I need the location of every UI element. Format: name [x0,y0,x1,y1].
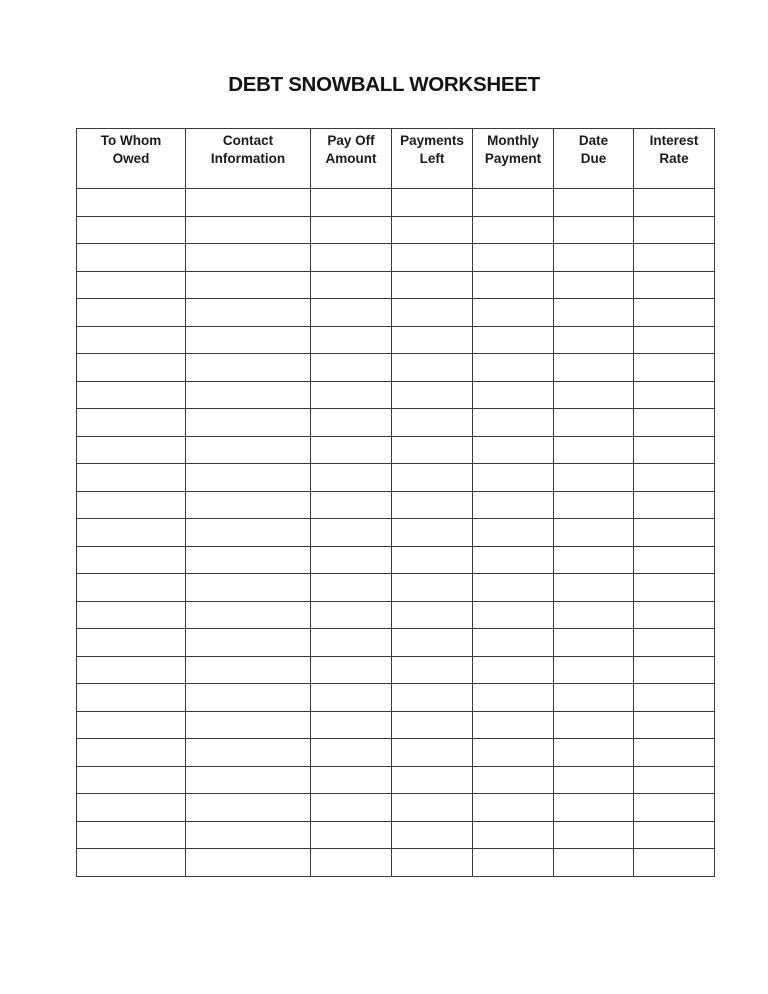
cell-to-whom-owed[interactable] [77,546,186,574]
cell-pay-off-amount[interactable] [311,656,392,684]
cell-to-whom-owed[interactable] [77,794,186,822]
cell-pay-off-amount[interactable] [311,739,392,767]
cell-to-whom-owed[interactable] [77,629,186,657]
column-header-label-line: Left [419,151,445,166]
cell-payments-left[interactable] [392,849,473,877]
column-header-label-line: Due [580,151,607,166]
cell-pay-off-amount[interactable] [311,464,392,492]
cell-to-whom-owed[interactable] [77,574,186,602]
cell-monthly-payment[interactable] [473,629,554,657]
cell-date-due[interactable] [554,546,634,574]
cell-date-due[interactable] [554,849,634,877]
cell-payments-left[interactable] [392,601,473,629]
cell-to-whom-owed[interactable] [77,244,186,272]
cell-contact-information[interactable] [186,656,311,684]
cell-interest-rate[interactable] [634,711,715,739]
cell-interest-rate[interactable] [634,299,715,327]
cell-payments-left[interactable] [392,216,473,244]
cell-payments-left[interactable] [392,821,473,849]
column-header-pay-off-amount [311,129,392,189]
cell-contact-information[interactable] [186,849,311,877]
cell-to-whom-owed[interactable] [77,436,186,464]
cell-contact-information[interactable] [186,794,311,822]
cell-monthly-payment[interactable] [473,491,554,519]
cell-payments-left[interactable] [392,574,473,602]
cell-date-due[interactable] [554,656,634,684]
cell-contact-information[interactable] [186,739,311,767]
cell-contact-information[interactable] [186,684,311,712]
cell-payments-left[interactable] [392,326,473,354]
cell-pay-off-amount[interactable] [311,601,392,629]
cell-interest-rate[interactable] [634,546,715,574]
cell-to-whom-owed[interactable] [77,766,186,794]
table-row [77,656,715,684]
table-row [77,711,715,739]
cell-pay-off-amount[interactable] [311,216,392,244]
cell-monthly-payment[interactable] [473,271,554,299]
column-header-to-whom-owed [77,129,186,189]
column-header-label-line: Owed [112,151,150,166]
cell-date-due[interactable] [554,271,634,299]
cell-date-due[interactable] [554,711,634,739]
cell-monthly-payment[interactable] [473,821,554,849]
column-header-label-line: Monthly [487,133,539,148]
column-header-monthly-payment [473,129,554,189]
cell-date-due[interactable] [554,794,634,822]
cell-to-whom-owed[interactable] [77,739,186,767]
cell-to-whom-owed[interactable] [77,491,186,519]
cell-interest-rate[interactable] [634,354,715,382]
cell-monthly-payment[interactable] [473,849,554,877]
cell-monthly-payment[interactable] [473,546,554,574]
cell-to-whom-owed[interactable] [77,821,186,849]
cell-to-whom-owed[interactable] [77,354,186,382]
cell-date-due[interactable] [554,601,634,629]
cell-contact-information[interactable] [186,244,311,272]
cell-contact-information[interactable] [186,766,311,794]
cell-date-due[interactable] [554,216,634,244]
cell-monthly-payment[interactable] [473,711,554,739]
cell-monthly-payment[interactable] [473,766,554,794]
cell-pay-off-amount[interactable] [311,711,392,739]
cell-to-whom-owed[interactable] [77,326,186,354]
cell-date-due[interactable] [554,491,634,519]
column-header-label-line: Amount [325,151,377,166]
cell-to-whom-owed[interactable] [77,711,186,739]
cell-pay-off-amount[interactable] [311,794,392,822]
cell-date-due[interactable] [554,739,634,767]
cell-interest-rate[interactable] [634,244,715,272]
cell-interest-rate[interactable] [634,574,715,602]
cell-date-due[interactable] [554,354,634,382]
cell-interest-rate[interactable] [634,381,715,409]
column-header-label-line: Pay Off [327,133,375,148]
cell-contact-information[interactable] [186,189,311,217]
cell-contact-information[interactable] [186,216,311,244]
debt-worksheet-table [76,128,715,877]
table-row [77,491,715,519]
cell-interest-rate[interactable] [634,766,715,794]
cell-interest-rate[interactable] [634,821,715,849]
cell-pay-off-amount[interactable] [311,546,392,574]
cell-to-whom-owed[interactable] [77,189,186,217]
column-header-label-line: To Whom [100,133,162,148]
cell-to-whom-owed[interactable] [77,299,186,327]
cell-payments-left[interactable] [392,766,473,794]
cell-contact-information[interactable] [186,299,311,327]
cell-contact-information[interactable] [186,354,311,382]
cell-date-due[interactable] [554,326,634,354]
cell-payments-left[interactable] [392,354,473,382]
cell-contact-information[interactable] [186,409,311,437]
table-row [77,189,715,217]
column-header-payments-left [392,129,473,189]
cell-monthly-payment[interactable] [473,684,554,712]
cell-pay-off-amount[interactable] [311,244,392,272]
table-row [77,821,715,849]
cell-pay-off-amount[interactable] [311,271,392,299]
cell-contact-information[interactable] [186,326,311,354]
table-row [77,216,715,244]
cell-interest-rate[interactable] [634,794,715,822]
cell-interest-rate[interactable] [634,436,715,464]
cell-payments-left[interactable] [392,519,473,547]
table-row [77,684,715,712]
cell-date-due[interactable] [554,299,634,327]
table-row [77,271,715,299]
column-header-label-line: Rate [659,151,689,166]
table-row [77,409,715,437]
cell-to-whom-owed[interactable] [77,271,186,299]
cell-payments-left[interactable] [392,299,473,327]
cell-pay-off-amount[interactable] [311,574,392,602]
cell-pay-off-amount[interactable] [311,299,392,327]
cell-pay-off-amount[interactable] [311,491,392,519]
cell-contact-information[interactable] [186,821,311,849]
cell-date-due[interactable] [554,409,634,437]
cell-payments-left[interactable] [392,244,473,272]
cell-monthly-payment[interactable] [473,656,554,684]
cell-interest-rate[interactable] [634,271,715,299]
cell-monthly-payment[interactable] [473,216,554,244]
cell-pay-off-amount[interactable] [311,326,392,354]
cell-monthly-payment[interactable] [473,739,554,767]
column-header-label-line: Contact [222,133,274,148]
cell-date-due[interactable] [554,244,634,272]
cell-to-whom-owed[interactable] [77,849,186,877]
cell-pay-off-amount[interactable] [311,354,392,382]
cell-interest-rate[interactable] [634,519,715,547]
cell-interest-rate[interactable] [634,739,715,767]
table-row [77,849,715,877]
cell-date-due[interactable] [554,464,634,492]
cell-date-due[interactable] [554,766,634,794]
table-body [77,189,715,877]
table-row [77,381,715,409]
cell-monthly-payment[interactable] [473,326,554,354]
cell-interest-rate[interactable] [634,684,715,712]
cell-payments-left[interactable] [392,739,473,767]
cell-monthly-payment[interactable] [473,574,554,602]
cell-date-due[interactable] [554,574,634,602]
cell-contact-information[interactable] [186,436,311,464]
cell-payments-left[interactable] [392,381,473,409]
cell-to-whom-owed[interactable] [77,601,186,629]
cell-monthly-payment[interactable] [473,354,554,382]
cell-date-due[interactable] [554,381,634,409]
cell-payments-left[interactable] [392,656,473,684]
cell-monthly-payment[interactable] [473,436,554,464]
cell-payments-left[interactable] [392,189,473,217]
cell-monthly-payment[interactable] [473,244,554,272]
table-row [77,436,715,464]
column-header-interest-rate [634,129,715,189]
cell-interest-rate[interactable] [634,464,715,492]
table-row [77,794,715,822]
cell-payments-left[interactable] [392,794,473,822]
cell-contact-information[interactable] [186,711,311,739]
cell-interest-rate[interactable] [634,216,715,244]
table-row [77,546,715,574]
column-header-label-line: Information [210,151,286,166]
cell-date-due[interactable] [554,519,634,547]
cell-monthly-payment[interactable] [473,189,554,217]
table-row [77,601,715,629]
cell-interest-rate[interactable] [634,189,715,217]
cell-pay-off-amount[interactable] [311,381,392,409]
table-row [77,464,715,492]
cell-monthly-payment[interactable] [473,464,554,492]
cell-monthly-payment[interactable] [473,794,554,822]
column-header-date-due [554,129,634,189]
cell-date-due[interactable] [554,684,634,712]
column-header-label-line: Interest [649,133,699,148]
page-title: DEBT SNOWBALL WORKSHEET [228,73,540,96]
table-row [77,244,715,272]
cell-monthly-payment[interactable] [473,299,554,327]
cell-pay-off-amount[interactable] [311,409,392,437]
table-row [77,739,715,767]
cell-contact-information[interactable] [186,546,311,574]
table-header-row [77,129,715,189]
cell-payments-left[interactable] [392,711,473,739]
table-row [77,354,715,382]
cell-payments-left[interactable] [392,629,473,657]
table-row [77,299,715,327]
table-row [77,766,715,794]
cell-pay-off-amount[interactable] [311,436,392,464]
table-row [77,629,715,657]
cell-contact-information[interactable] [186,574,311,602]
cell-to-whom-owed[interactable] [77,409,186,437]
column-header-label-line: Date [578,133,609,148]
cell-interest-rate[interactable] [634,601,715,629]
cell-pay-off-amount[interactable] [311,519,392,547]
cell-to-whom-owed[interactable] [77,519,186,547]
cell-monthly-payment[interactable] [473,601,554,629]
cell-interest-rate[interactable] [634,629,715,657]
cell-pay-off-amount[interactable] [311,189,392,217]
cell-date-due[interactable] [554,629,634,657]
cell-monthly-payment[interactable] [473,519,554,547]
cell-payments-left[interactable] [392,271,473,299]
cell-pay-off-amount[interactable] [311,684,392,712]
cell-contact-information[interactable] [186,464,311,492]
cell-interest-rate[interactable] [634,656,715,684]
cell-interest-rate[interactable] [634,326,715,354]
cell-interest-rate[interactable] [634,849,715,877]
cell-interest-rate[interactable] [634,409,715,437]
cell-date-due[interactable] [554,821,634,849]
cell-pay-off-amount[interactable] [311,821,392,849]
cell-payments-left[interactable] [392,684,473,712]
cell-payments-left[interactable] [392,491,473,519]
cell-to-whom-owed[interactable] [77,656,186,684]
cell-contact-information[interactable] [186,601,311,629]
cell-payments-left[interactable] [392,546,473,574]
table-row [77,519,715,547]
cell-monthly-payment[interactable] [473,409,554,437]
cell-contact-information[interactable] [186,491,311,519]
cell-monthly-payment[interactable] [473,381,554,409]
cell-date-due[interactable] [554,189,634,217]
cell-interest-rate[interactable] [634,491,715,519]
cell-contact-information[interactable] [186,271,311,299]
table-row [77,574,715,602]
cell-to-whom-owed[interactable] [77,381,186,409]
cell-to-whom-owed[interactable] [77,216,186,244]
column-header-label-line: Payment [484,151,542,166]
cell-payments-left[interactable] [392,436,473,464]
cell-pay-off-amount[interactable] [311,629,392,657]
cell-contact-information[interactable] [186,629,311,657]
cell-payments-left[interactable] [392,464,473,492]
cell-pay-off-amount[interactable] [311,766,392,794]
table-row [77,326,715,354]
cell-pay-off-amount[interactable] [311,849,392,877]
cell-contact-information[interactable] [186,381,311,409]
cell-payments-left[interactable] [392,409,473,437]
cell-date-due[interactable] [554,436,634,464]
cell-contact-information[interactable] [186,519,311,547]
column-header-contact-information [186,129,311,189]
cell-to-whom-owed[interactable] [77,464,186,492]
column-header-label-line: Payments [400,133,464,148]
cell-to-whom-owed[interactable] [77,684,186,712]
